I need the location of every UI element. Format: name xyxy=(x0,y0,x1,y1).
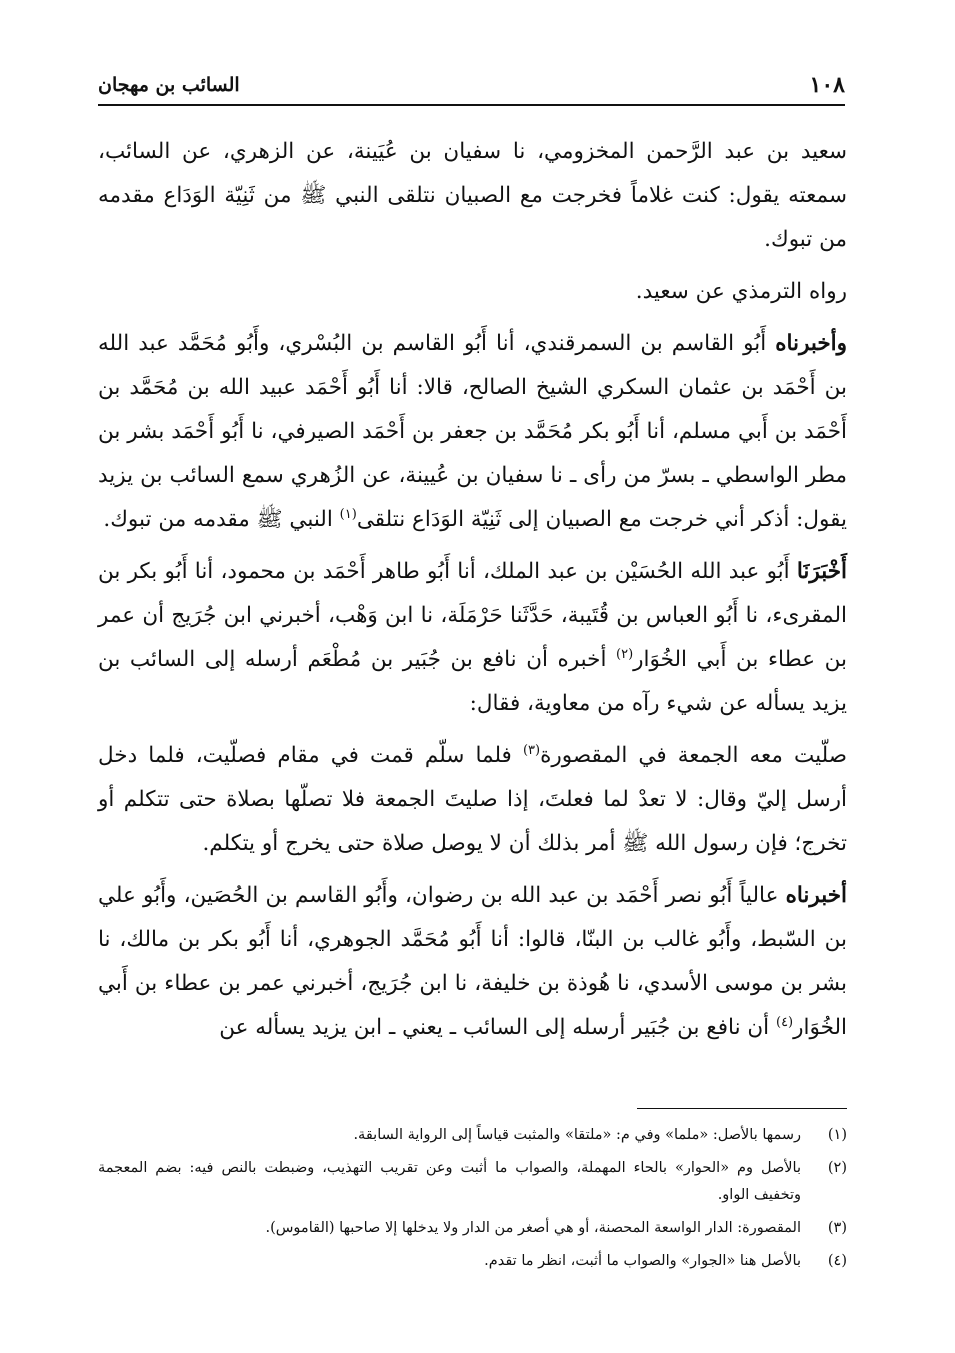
paragraph-lead: وأخبرناه xyxy=(775,331,847,356)
footnote-marker-4: (٤) xyxy=(775,1014,794,1030)
paragraph-lead: أخبرناه xyxy=(785,883,847,908)
footnote-text: بالأصل وم «الحوار» بالحاء المهملة، والصواب ما أثبت وعن تقريب التهذيب، وضبطت بالنص فيه: بضم المعجمة وتخفيف الواو. xyxy=(98,1160,801,1203)
running-title: السائب بن مهجان xyxy=(98,74,240,96)
paragraph-text: رواه الترمذي عن سعيد. xyxy=(635,279,847,304)
paragraph-2 xyxy=(98,270,847,314)
paragraph-1 xyxy=(98,130,847,262)
main-text xyxy=(98,130,847,1058)
footnote-number: (٤) xyxy=(827,1253,847,1269)
footnote-item xyxy=(98,1248,847,1275)
paragraph-text: صلّيت معه الجمعة في المقصورة xyxy=(540,743,847,768)
paragraph-text: أخبره أن نافع بن جُبَير بن مُطْعَم أرسله إلى السائب بن يزيد يسأله عن شيء رآه من معاوية، فقال: xyxy=(98,647,847,716)
paragraph-text: أن نافع بن جُبَير أرسله إلى السائب ـ يعني ـ ابن يزيد يسأله عن xyxy=(219,1015,776,1040)
paragraph-lead: أَخْبَرَنَا xyxy=(796,559,847,584)
paragraph-text: النبي ﷺ مقدمه من تبوك. xyxy=(103,507,340,532)
paragraph-text: عالياً أَبُو نصر أَحْمَد بن عبد الله بن رضوان، وأَبُو القاسم بن الحُصَين، وأَبُو علي بن السّبط، وأَبُو غالب بن البنّا، قالوا: أنا أَبُو مُحَمَّد الجوهري، أنا أَبُو بكر بن مالك، نا بشر بن موسى الأسدي، نا هُوذة بن خليفة، نا ابن جُرَيج، أخبرني عمر بن عطاء بن أَبي الخُوَار xyxy=(98,883,847,1040)
page-number: ١٠٨ xyxy=(809,72,845,98)
footnote-text: رسمها بالأصل: «ملما» وفي م: «ملتقا» والمثبت قياساً إلى الرواية السابقة. xyxy=(353,1127,801,1143)
paragraph-5 xyxy=(98,734,847,866)
footnote-number: (٢) xyxy=(827,1160,847,1176)
footnote-text: بالأصل هنا «الجوار» والصواب ما أثبت، انظر ما تقدم. xyxy=(484,1253,801,1269)
footnote-number: (٣) xyxy=(827,1220,847,1236)
footnote-marker-3: (٣) xyxy=(522,742,541,758)
paragraph-text: سعيد بن عبد الرَّحمن المخزومي، نا سفيان بن عُيَينة، عن الزهري، عن السائب، سمعته يقول: كنت غلاماً فخرجت مع الصبيان نتلقى النبي ﷺ من ثَنِيّة الوَدَاع مقدمه من تبوك. xyxy=(98,139,847,252)
footnotes xyxy=(98,1122,847,1281)
paragraph-3 xyxy=(98,322,847,542)
paragraph-text: أَبُو عبد الله الحُسَيْن بن عبد الملك، أنا أَبُو طاهر أَحْمَد بن محمود، أنا أَبُو بكر بن المقرىء، نا أَبُو العباس بن قُتَيبة، حَدَّثَنا حَرْمَلَة، نا ابن وَهْب، أخبرني ابن جُرَيج أن عمر بن عطاء بن أَبي الخُوَار xyxy=(98,559,847,672)
running-header xyxy=(98,70,845,106)
paragraph-6 xyxy=(98,874,847,1050)
paragraph-4 xyxy=(98,550,847,726)
footnote-marker-2: (٢) xyxy=(616,646,634,662)
paragraph-text: أَبُو القاسم بن السمرقندي، أنا أَبُو القاسم بن البُسْري، وأَبُو مُحَمَّد عبد الله بن أَحْمَد بن عثمان السكري الشيخ الصالح، قالا: أنا أَبُو أَحْمَد عبيد الله بن مُحَمَّد بن أَحْمَد بن أَبي مسلم، أنا أَبُو بكر مُحَمَّد بن جعفر بن أَحْمَد الصيرفي، نا أَبُو أَحْمَد بشر بن مطر الواسطي ـ بسرّ من رأى ـ نا سفيان بن عُيينة، عن الزُهري سمع السائب بن يزيد يقول: أذكر أني خرجت مع الصبيان إلى ثَنِيّة الوَدَاع نتلقى xyxy=(98,331,847,532)
footnote-item xyxy=(98,1155,847,1209)
footnote-text: المقصورة: الدار الواسعة المحصنة، أو هي أصغر من الدار ولا يدخلها إلا صاحبها (القاموس). xyxy=(265,1220,801,1236)
footnote-divider xyxy=(637,1108,847,1109)
footnote-item xyxy=(98,1122,847,1149)
footnote-marker-1: (١) xyxy=(339,506,357,522)
footnote-number: (١) xyxy=(827,1127,847,1143)
footnote-item xyxy=(98,1215,847,1242)
paragraph-text: فلما سلّم قمت في مقام فصلّيت، فلما دخل أرسل إليّ وقال: لا تعدْ لما فعلتَ، إذا صليتَ الجمعة فلا تصلّها بصلاة حتى تتكلم أو تخرج؛ فإن رسول الله ﷺ أمر بذلك أن لا يوصل صلاة حتى يخرج أو يتكلم. xyxy=(98,743,847,856)
